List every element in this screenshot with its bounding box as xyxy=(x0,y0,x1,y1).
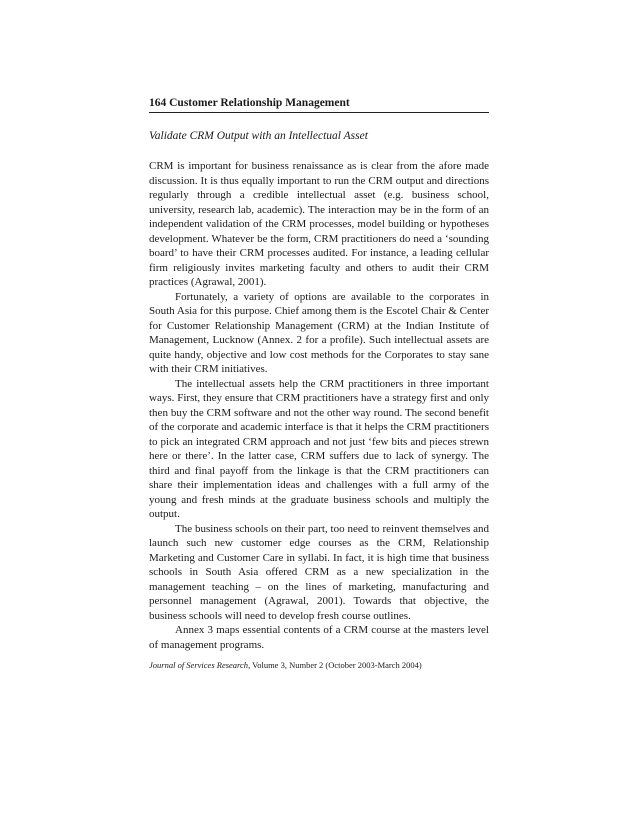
journal-details: , Volume 3, Number 2 (October 2003-March 2004) xyxy=(248,660,422,670)
paragraph-1: CRM is important for business renaissance as is clear from the afore made discussion. It is thus equally important to run the CRM output and directions regularly through a credible intellectual asset (e.g. business school, university, research lab, academic). The interaction may be in the form of an independent validation of the CRM processes, model building or hypotheses development. Whatever be the form, CRM practitioners do need a ‘sounding board’ to have their CRM processes audited. For instance, a leading cellular firm religiously invites marketing faculty and others to audit their CRM practices (Agrawal, 2001). xyxy=(149,160,489,288)
paragraph-2: Fortunately, a variety of options are available to the corporates in South Asia for this purpose. Chief among them is the Escotel Chair & Center for Customer Relationship Management (CRM) at the Indian Institute of Management, Lucknow (Annex. 2 for a profile). Such intellectual assets are quite handy, objective and low cost methods for the Corporates to stay sane with their CRM initiatives. xyxy=(149,290,489,375)
paragraph-3: The intellectual assets help the CRM practitioners in three important ways. First, they ensure that CRM practitioners have a strategy first and only then buy the CRM software and not the other way round. The second benefit of the corporate and academic interface is that it helps the CRM practitioners to pick an integrated CRM approach and not just ‘few bits and pieces strewn here or there’. In the latter case, CRM suffers due to lack of synergy. The third and final payoff from the linkage is that the CRM practitioners can share their implementation ideas and challenges with a full army of the young and fresh minds at the graduate business schools and multiply the output. xyxy=(149,377,489,520)
page-footer xyxy=(149,660,489,671)
journal-name: Journal of Services Research xyxy=(149,660,249,670)
running-head: 164 Customer Relationship Management xyxy=(149,96,489,113)
paragraph-5: Annex 3 maps essential contents of a CRM course at the masters level of management programs. xyxy=(149,624,489,651)
page-content xyxy=(149,96,489,652)
paragraph-4: The business schools on their part, too need to reinvent themselves and launch such new customer edge courses as the CRM, Relationship Marketing and Customer Care in syllabi. In fact, it is high time that business schools in South Asia offered CRM as a new specialization in the management teaching – on the lines of marketing, manufacturing and personnel management (Agrawal, 2001). Towards that objective, the business schools will need to develop fresh course outlines. xyxy=(149,522,489,622)
body-text xyxy=(149,159,489,652)
section-title: Validate CRM Output with an Intellectual Asset xyxy=(149,130,368,142)
